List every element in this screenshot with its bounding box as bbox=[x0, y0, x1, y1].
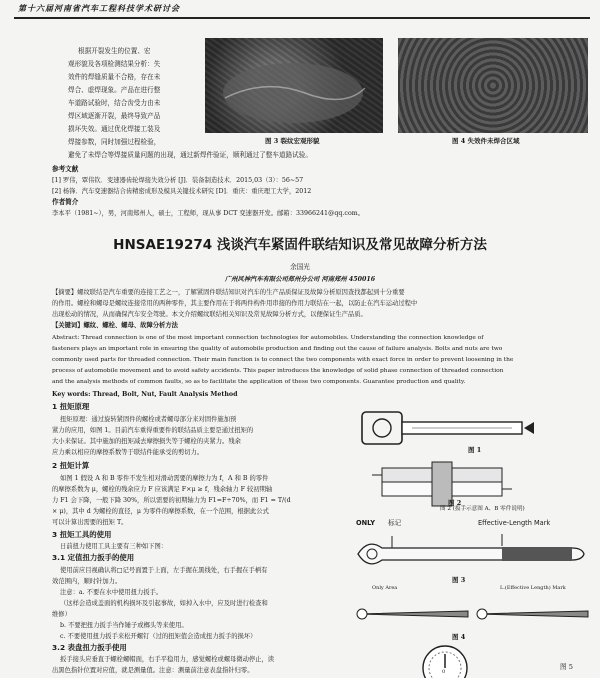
article-author: 余国光 bbox=[290, 263, 310, 271]
fig3-small-caption: 图 3 bbox=[452, 576, 466, 584]
dial-zero-label: 0 bbox=[442, 669, 446, 675]
text-line: 效件的焊缝质量不合格，存在未 bbox=[68, 73, 161, 81]
author-bio-heading: 作者简介 bbox=[52, 198, 79, 206]
subsection-heading: 3.2 表盘扭力扳手使用 bbox=[52, 643, 127, 652]
abstract-cn-line: 出现松动的情况，从而确保汽车安全驾驶。本文介绍螺纹联结相关知识及常见故障分析方式，以便保证生产品质。 bbox=[52, 311, 367, 318]
tool-label-marker: 标记 bbox=[388, 519, 402, 527]
fig4-caption: 图 4 失效件未焊合区域 bbox=[452, 137, 520, 145]
body-line: 大小来保证。其中施加的扭矩减去摩擦损失等于螺栓的夹紧力。残余 bbox=[52, 438, 241, 445]
fig4-sub-left: Only Area bbox=[372, 585, 398, 591]
reference-item: [1] 罗伟，覃伟钦．变速器齿轮焊接失效分析 [J]．装备制造技术．2015,03（3）：56~57 bbox=[52, 177, 304, 184]
body-line: 力 F1 会下降，一般下降 30%，所以需要的初期轴力为 F1=F÷70%，而 F1 = T/(d bbox=[52, 497, 291, 504]
subsection-heading: 3.1 定值扭力扳手的使用 bbox=[52, 553, 135, 562]
reference-item: [2] 杨锋．汽车变速器结合齿精密成形及模具关键技术研究 [D]．重庆：重庆理工大学，2012 bbox=[52, 188, 312, 195]
body-line: 扳手接头应垂直于螺栓螺帽面，右手平稳用力，感觉螺栓或螺母微动停止，读 bbox=[60, 656, 275, 663]
body-line: 如图 1 假设 A 和 B 零件不发生相对滑动需要的摩擦力为 f，A 和 B 的零件 bbox=[60, 475, 269, 482]
abstract-en-line: Abstract: Thread connection is one of the most important connection technologies for automobiles. Understanding the connection knowledge of bbox=[52, 335, 484, 341]
tool-label-effective: Effective-Length Mark bbox=[478, 519, 551, 527]
body-line: × μ)，其中 d 为螺栓的直径，μ 为零件的摩擦系数，在一个范围，根据此公式 bbox=[52, 508, 269, 515]
fig1-caption: 图 1 bbox=[468, 446, 482, 454]
abstract-en-line: and the analysis methods of common faults, so as to facilitate the application of these two components. Guarantee production and quality. bbox=[52, 379, 466, 385]
body-line: 可以计算出需要的扭矩 T。 bbox=[52, 519, 128, 526]
text-line: 损坏失效。通过优化焊接工装及 bbox=[68, 125, 161, 133]
body-line: 紧力的应用，如图 1。目前汽车重得重要件的联结品质主要是通过扭矩的 bbox=[52, 427, 254, 434]
text-line: 避免了未焊合等焊接质量问题的出现，通过新焊件验证，顺利通过了整车道路试验。 bbox=[68, 151, 312, 159]
abstract-en-line: commonly used parts for threaded connection. Their main function is to connect the two components with exact force in order to prevent loosening in the bbox=[52, 357, 514, 363]
text-line: 车道路试验时，结合齿受力由未 bbox=[68, 99, 161, 107]
text-line: 观形貌及各项检测结果分析：失 bbox=[68, 60, 161, 68]
section-heading: 3 扭矩工具的使用 bbox=[52, 530, 112, 539]
body-line: （这样会造成盖面的机构损坏及引起事故，如掉入水中，应及时进行检查和 bbox=[60, 600, 268, 607]
abstract-cn-line: 的作用。螺栓和螺母是螺纹连接常用的两种零件，其主要作用在于将两件构件用串接的作用力联结在一起，以防止在汽车运动过程中 bbox=[52, 300, 418, 307]
tool-label-only: ONLY bbox=[356, 519, 376, 527]
body-line: 效范围内，顺时针加力。 bbox=[52, 578, 122, 585]
fig1-wrench-diagram bbox=[352, 398, 552, 458]
keywords-cn: 【关键词】螺纹、螺栓、螺母、故障分析方法 bbox=[52, 322, 178, 329]
section-heading: 1 扭矩原理 bbox=[52, 402, 90, 411]
body-line: 的摩擦系数为 μ，螺栓的残余应力 F 应该满足 F×μ ≥ f，残余轴力 F 较初期轴 bbox=[52, 486, 273, 493]
abstract-en-line: process of automobile movement and to avoid safety accidents. This paper introduces the knowledge of solid phase connection of threaded connection bbox=[52, 368, 504, 374]
body-line: 应力乘以相应的摩擦系数等于联结件能承受的剪切力。 bbox=[52, 449, 204, 456]
text-line: 焊接参数，同时加强过程检验， bbox=[68, 138, 161, 146]
fig2-caption: 图 2 bbox=[448, 499, 462, 507]
body-line: 维修） bbox=[52, 611, 71, 618]
fig3-caption: 图 3 裂纹宏观形貌 bbox=[265, 137, 320, 145]
references-heading: 参考文献 bbox=[52, 165, 79, 173]
text-line: 焊区域逐渐开裂，最终导致产品 bbox=[68, 112, 161, 120]
body-line: c. 不要使用扭力扳手来松开螺钉（过的扭矩值会造成扭力扳手的损坏） bbox=[60, 633, 257, 640]
body-line: 日前扭力使用工具主要有三种如下图： bbox=[60, 543, 168, 550]
fig4-wrench-pair bbox=[352, 594, 592, 634]
body-line: b. 不要把扭力扳手当作锤子或榔头等来使用。 bbox=[60, 622, 188, 629]
section-heading: 2 扭矩计算 bbox=[52, 461, 90, 470]
author-bio-text: 李本平（1981~），男，河南郑州人，硕士，工程师，现从事 DCT 变速器开发。邮箱：33966241@qq.com。 bbox=[52, 210, 365, 217]
abstract-en-line: fasteners plays an important role in ensuring the quality of automobile production and finding out the cause of failure analysis. Bolts and nuts are two bbox=[52, 346, 503, 352]
text-line: 根据开裂发生的位置、宏 bbox=[78, 47, 151, 55]
right-bottom-label: 图 5 bbox=[560, 663, 573, 671]
fig2-note: 图 2 (扳手示意图 A、B 零件说明) bbox=[440, 506, 525, 512]
text-line: 焊合、虚焊现象。产品在进行整 bbox=[68, 86, 161, 94]
unfused-area-photo bbox=[398, 38, 588, 133]
article-title: HNSAE19274 浅谈汽车紧固件联结知识及常见故障分析方法 bbox=[113, 237, 487, 253]
journal-header: 第十六届河南省汽车工程科技学术研讨会 bbox=[18, 3, 180, 13]
body-line: 使用前应目视确认将□记号面置于上面，左手握在黑线处，右手握在手柄有 bbox=[60, 567, 268, 574]
body-line: 出黑色指针位置对应值，就是测量值。注意：测量前注意表盘指针归零。 bbox=[52, 667, 254, 674]
fig3-torque-wrench bbox=[352, 530, 592, 574]
article-affiliation: 广州风神汽车有限公司郑州分公司 河南郑州 450016 bbox=[224, 276, 376, 283]
header-rule bbox=[14, 17, 590, 19]
abstract-cn-line: 【摘要】螺纹联结是汽车重要的连接工艺之一，了解紧固件联结知识对汽车的生产品质保证及故障分析原因查找都起到十分重要 bbox=[52, 289, 405, 296]
keywords-en: Key words: Thread, Bolt, Nut, Fault Analysis Method bbox=[52, 391, 238, 398]
body-line: 扭矩原理：通过旋转紧固件的螺栓或者螺母部分来对固件施加预 bbox=[60, 416, 237, 423]
crack-macro-photo bbox=[205, 38, 383, 133]
body-line: 注意：a. 不要在水中使用扭力扳手。 bbox=[60, 589, 163, 596]
crack-illustration bbox=[205, 38, 383, 133]
fig2-joint-diagram bbox=[372, 460, 512, 508]
fig4-sub-right: L.(Effective Length) Mark bbox=[500, 585, 566, 591]
fig4-small-caption: 图 4 bbox=[452, 633, 466, 641]
